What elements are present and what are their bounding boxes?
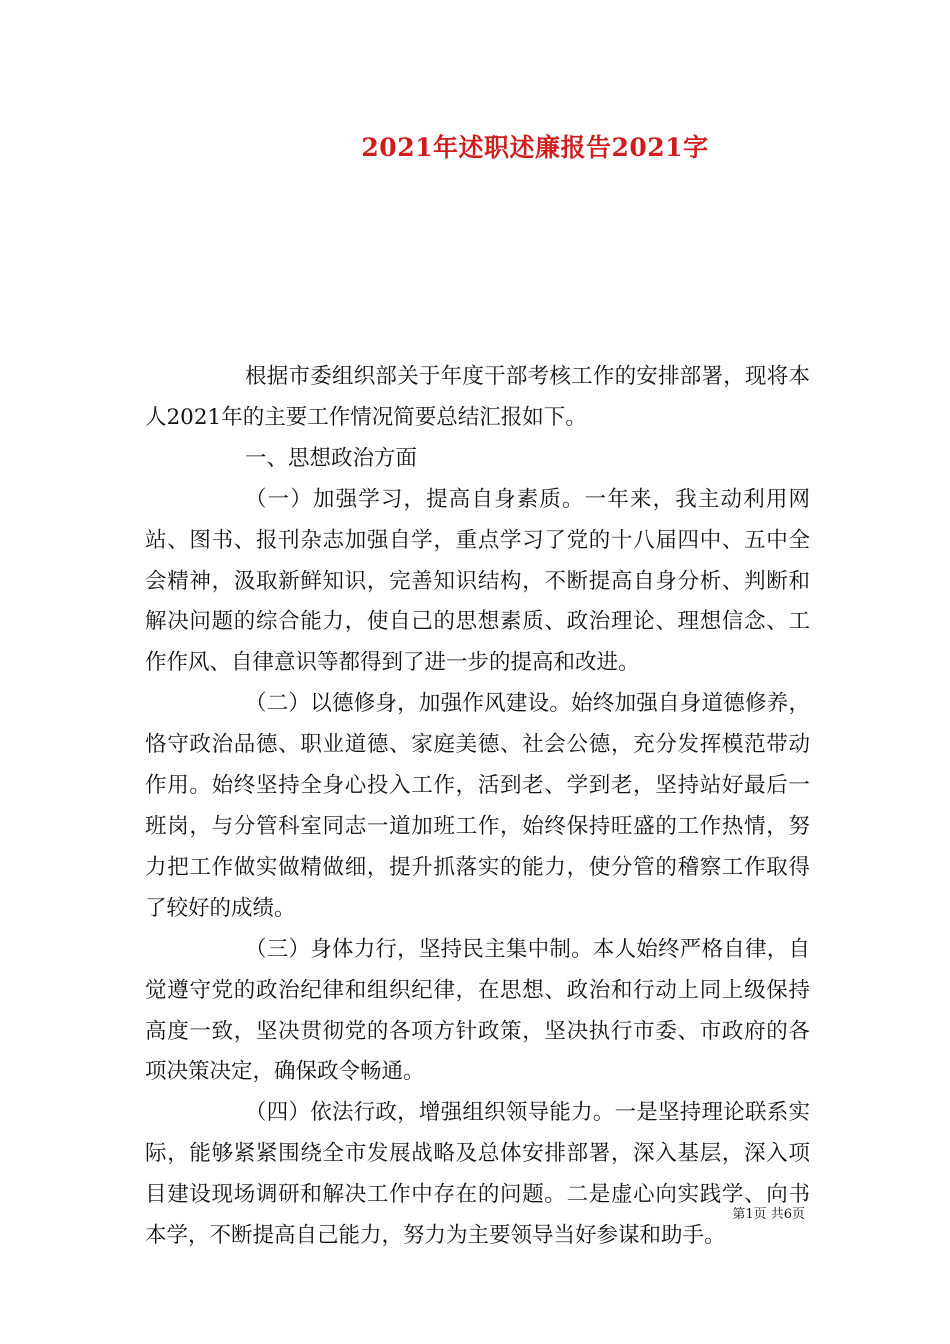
paragraph-conduct: （二）以德修身，加强作风建设。始终加强自身道德修养，恪守政治品德、职业道德、家庭美德、社会公德，充分发挥模范带动作用。始终坚持全身心投入工作，活到老、学到老，坚持站好最后一班岗，与分管科室同志一道加班工作，始终保持旺盛的工作热情，努力把工作做实做精做细，提升抓落实的能力，使分管的稽察工作取得了较好的成绩。 [145, 691, 810, 921]
section-heading: 一、思想政治方面 [245, 445, 418, 471]
paragraph-study: （一）加强学习，提高自身素质。一年来，我主动利用网站、图书、报刊杂志加强自学，重点学习了党的十八届四中、五中全会精神，汲取新鲜知识，完善知识结构，不断提高自身分析、判断和解决问题的综合能力，使自己的思想素质、政治理论、理想信念、工作作风、自律意识等都得到了进一步的提高和改进。 [145, 486, 810, 676]
page-number: 第1页 共6页 [732, 1207, 805, 1222]
document-title: 2021年述职述廉报告2021字 [361, 133, 709, 162]
paragraph-democracy: （三）身体力行，坚持民主集中制。本人始终严格自律，自觉遵守党的政治纪律和组织纪律，在思想、政治和行动上同上级保持高度一致，坚决贯彻党的各项方针政策，坚决执行市委、市政府的各项决策决定，确保政令畅通。 [145, 936, 810, 1085]
paragraph-administration: （四）依法行政，增强组织领导能力。一是坚持理论联系实际，能够紧紧围绕全市发展战略及总体安排部署，深入基层，深入项目建设现场调研和解决工作中存在的问题。二是虚心向实践学、向书本学，不断提高自己能力，努力为主要领导当好参谋和助手。 [145, 1100, 810, 1249]
document-body [145, 357, 810, 1257]
intro-paragraph: 根据市委组织部关于年度干部考核工作的安排部署，现将本人2021年的主要工作情况简要总结汇报如下。 [145, 364, 810, 430]
